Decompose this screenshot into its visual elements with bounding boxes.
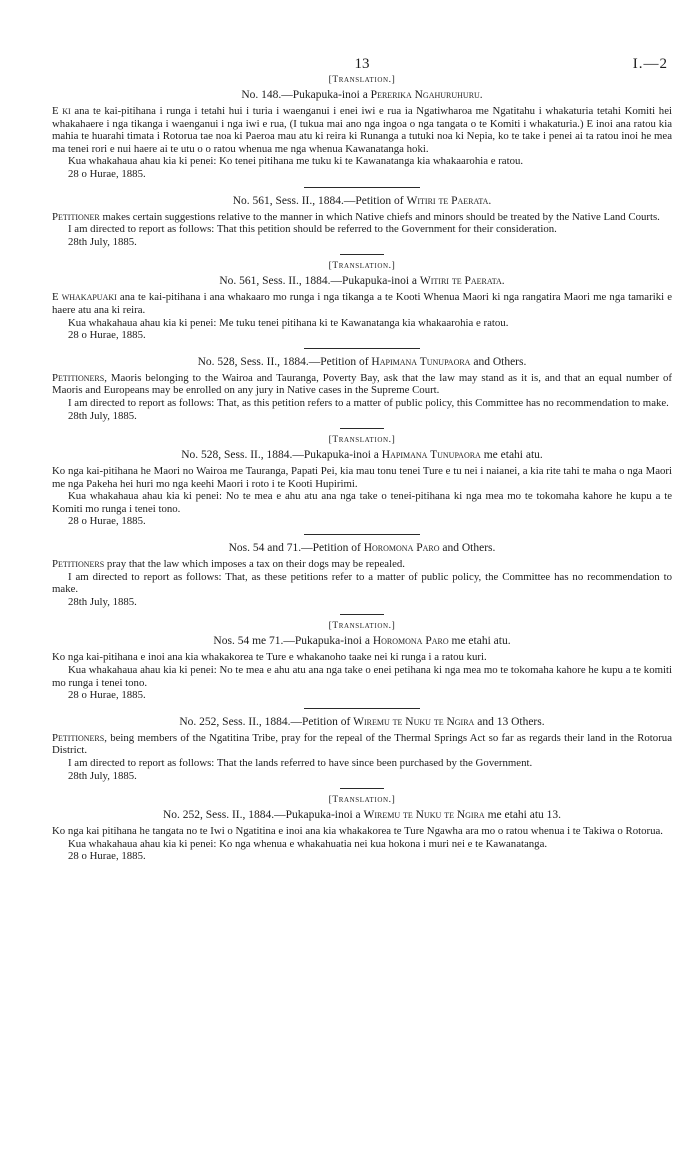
paragraph-text: 28 o Hurae, 1885. — [68, 515, 146, 528]
paragraph-text: Ko nga kai-pitihana he Maori no Wairoa me Tauranga, Papati Pei, kia mau tonu tenei Ture e tu nei i naianei, a kia rite tahi te maha o nga Maori me nga Pakeha hei huri mo nga keehi Maori i roto i te Kooti Hupirimi. — [52, 465, 672, 490]
paragraph-text: ana te kai-pitihana i ana whakaaro mo runga i nga tikanga a te Kooti Whenua Maori ki nga rangatira Maori me nga tamariki e haere atu ana ki reira. — [52, 291, 672, 316]
paragraph-text: I am directed to report as follows: That the lands referred to have since been purchased by the Government. — [68, 757, 533, 769]
heading-suffix: and 13 Others. — [474, 715, 545, 728]
heading-number: No. 528, Sess. II., 1884.—Petition of — [197, 355, 372, 368]
petition-heading — [52, 274, 672, 289]
paragraph-text: 28 o Hurae, 1885. — [68, 689, 146, 702]
petitioner-name: Witiri te Paerata. — [406, 194, 492, 207]
petition-heading — [52, 194, 672, 209]
paragraph — [52, 223, 672, 236]
paragraph — [52, 757, 672, 770]
section-divider — [340, 788, 384, 789]
section-divider — [304, 708, 420, 709]
paragraph-text: Kua whakahaua ahau kia ki penei: No te mea e ahu atu ana nga take o enei petihana ki nga mea mo te tokomaha kahore he kupu a te komiti mo runga i tenei tono. — [52, 664, 672, 689]
paragraph-text: I am directed to report as follows: That, as these petitions refer to a matter of public policy, the Committee has no recommendation to make. — [52, 570, 672, 596]
paragraph — [52, 211, 672, 224]
paragraph — [52, 732, 672, 757]
petition-heading — [52, 715, 672, 730]
heading-number: Nos. 54 me 71.—Pukapuka-inoi a — [213, 635, 373, 648]
paragraph-lead: Petitioner — [52, 210, 100, 223]
paragraph — [52, 571, 672, 596]
paragraph-text: Kua whakahaua ahau kia ki penei: Me tuku tenei pitihana ki te Kawanatanga kia whakaarohia e ratou. — [68, 316, 509, 329]
heading-number: No. 561, Sess. II., 1884.—Petition of — [232, 194, 407, 207]
section-divider — [304, 534, 420, 535]
translation-section — [52, 254, 672, 341]
heading-number: No. 252, Sess. II., 1884.—Pukapuka-inoi a — [162, 809, 364, 822]
heading-suffix: me etahi atu 13. — [484, 809, 562, 822]
heading-number: No. 528, Sess. II., 1884.—Pukapuka-inoi a — [181, 449, 382, 462]
section-divider — [340, 614, 384, 615]
translation-label: [Translation.] — [328, 621, 396, 632]
petitioner-name: Horomona Paro — [363, 542, 440, 555]
petitioner-name: Horomona Paro — [372, 635, 449, 648]
paragraph-lead: E whakapuaki — [52, 291, 117, 304]
page-header — [52, 44, 672, 74]
translation-label: [Translation.] — [328, 261, 396, 272]
paragraph-text: 28 o Hurae, 1885. — [68, 850, 146, 863]
paragraph-text: 28th July, 1885. — [68, 595, 137, 608]
page-reference: I.—2 — [632, 56, 668, 72]
document-body — [52, 74, 672, 863]
paragraph-text: Kua whakahaua ahau kia ki penei: No te mea e ahu atu ana nga take o tenei-pitihana ki nga mea mo te tokomaha kahore he kupu a te Komiti mo runga i tenei tono. — [52, 490, 672, 515]
petition-heading — [52, 808, 672, 823]
paragraph-text: I am directed to report as follows: That, as this petition refers to a matter of public policy, this Committee has no recommendation to make. — [68, 396, 669, 409]
paragraph-text: 28th July, 1885. — [68, 769, 137, 782]
paragraph — [52, 155, 672, 168]
translation-section — [52, 74, 672, 181]
heading-suffix: me etahi atu. — [448, 635, 511, 648]
paragraph — [52, 291, 672, 316]
paragraph — [52, 372, 672, 397]
petition-heading — [52, 355, 672, 370]
paragraph-text: Kua whakahaua ahau kia ki penei: Ko tenei pitihana me tuku ki te Kawanatanga kia whakaarohia e ratou. — [68, 155, 524, 168]
section-divider — [304, 187, 420, 188]
petitioner-name: Hapimana Tunupaora — [371, 355, 471, 368]
heading-number: Nos. 54 and 71.—Petition of — [228, 542, 364, 555]
section-divider — [340, 428, 384, 429]
paragraph-text: 28th July, 1885. — [68, 409, 137, 422]
translation-label: [Translation.] — [328, 435, 396, 446]
petition-section — [52, 708, 672, 782]
paragraph — [52, 329, 672, 342]
paragraph — [52, 317, 672, 330]
paragraph-text: , Maoris belonging to the Wairoa and Tauranga, Poverty Bay, ask that the law may stand as it is, and that an equal number of Maoris and Europeans may be enrolled on any jury in Native cases in the Supreme Court. — [52, 371, 672, 397]
paragraph-text: pray that the law which imposes a tax on their dogs may be repealed. — [104, 558, 405, 571]
paragraph-text: 28th July, 1885. — [68, 235, 137, 248]
paragraph-lead: Petitioners — [52, 731, 105, 744]
heading-number: No. 148.—Pukapuka-inoi a — [241, 89, 371, 101]
paragraph-lead: Petitioners — [52, 371, 105, 384]
petitioner-name: Wiremu te Nuku te Ngira — [353, 715, 475, 728]
heading-suffix: me etahi atu. — [480, 449, 543, 462]
paragraph — [52, 558, 672, 571]
section-divider — [304, 348, 420, 349]
paragraph-text: Ko nga kai pitihana he tangata no te Iwi o Ngatitina e inoi ana kia whakakorea te Ture Ngawha ara mo o ratou whenua i te Takiwa o Rotorua. — [52, 825, 663, 838]
petition-heading — [52, 448, 672, 463]
petition-heading — [52, 88, 672, 103]
translation-label: [Translation.] — [328, 75, 396, 85]
paragraph-lead: E ki — [52, 105, 71, 117]
paragraph — [52, 651, 672, 664]
paragraph-text: ana te kai-pitihana i runga i tetahi hui i turia i waenganui i enei iwi e rua ia Ngatiwharoa me Ngatitahu i whakaturia tetahi Komiti hei whakahaere i nga tikanga i waenganui i nga iwi e rua, (I tukua mai ano nga ingoa o nga tangata o te Komiti i whakaturia.) E inoi ana ratou kia mahia te huarahi timata i Rotorua tae noa ki Paeroa mau atu ki reira ki Runanga a tutuki noa ki Nepia, ko te take i penei ai ta ratou inoi he mea ma tenei rori e nui haere ai te utu o o ratou whenua me nga whenua Kawanatanga hoki. — [52, 105, 672, 155]
paragraph — [52, 770, 672, 783]
paragraph — [52, 465, 672, 490]
petition-heading — [52, 541, 672, 556]
paragraph-text: , being members of the Ngatitina Tribe, pray for the repeal of the Thermal Springs Act so far as regards their land in the Rotorua District. — [52, 731, 672, 757]
petitioner-name: Hapimana Tunupaora — [381, 449, 481, 462]
translation-label: [Translation.] — [328, 795, 396, 806]
heading-suffix: and Others. — [470, 355, 527, 368]
paragraph — [52, 838, 672, 851]
paragraph-text: Kua whakahaua ahau kia ki penei: Ko nga whenua e whakahuatia nei kua hokona i muri nei e te Kawanatanga. — [68, 837, 548, 850]
page-number: 13 — [354, 56, 370, 72]
paragraph — [52, 236, 672, 249]
paragraph-text: 28 o Hurae, 1885. — [68, 167, 146, 180]
paragraph — [52, 515, 672, 528]
paragraph — [52, 664, 672, 689]
petition-section — [52, 348, 672, 422]
petitioner-name: Wiremu te Nuku te Ngira — [363, 809, 485, 822]
petition-section — [52, 187, 672, 249]
heading-number: No. 561, Sess. II., 1884.—Pukapuka-inoi a — [219, 275, 420, 288]
petitioner-name: Pererika Ngahuruhuru. — [370, 89, 483, 101]
petitioner-name: Witiri te Paerata. — [419, 275, 505, 288]
paragraph-lead: Petitioners — [52, 558, 105, 571]
petition-heading — [52, 634, 672, 649]
paragraph — [52, 689, 672, 702]
heading-number: No. 252, Sess. II., 1884.—Petition of — [179, 715, 354, 728]
paragraph-text: I am directed to report as follows: That this petition should be referred to the Government for their consideration. — [68, 223, 557, 236]
paragraph-text: makes certain suggestions relative to the manner in which Native chiefs and minors should be treated by the Native Land Courts. — [99, 210, 660, 223]
paragraph — [52, 490, 672, 515]
paragraph — [52, 397, 672, 410]
translation-section — [52, 788, 672, 863]
paragraph — [52, 596, 672, 609]
paragraph-text: 28 o Hurae, 1885. — [68, 329, 146, 342]
paragraph — [52, 410, 672, 423]
paragraph — [52, 850, 672, 863]
heading-suffix: and Others. — [439, 542, 496, 555]
paragraph — [52, 825, 672, 838]
translation-section — [52, 428, 672, 528]
paragraph — [52, 168, 672, 181]
paragraph — [52, 105, 672, 155]
section-divider — [340, 254, 384, 255]
paragraph-text: Ko nga kai-pitihana e inoi ana kia whakakorea te Ture e whakanoho taake nei ki runga i a ratou kuri. — [52, 651, 487, 664]
translation-section — [52, 614, 672, 701]
petition-section — [52, 534, 672, 608]
